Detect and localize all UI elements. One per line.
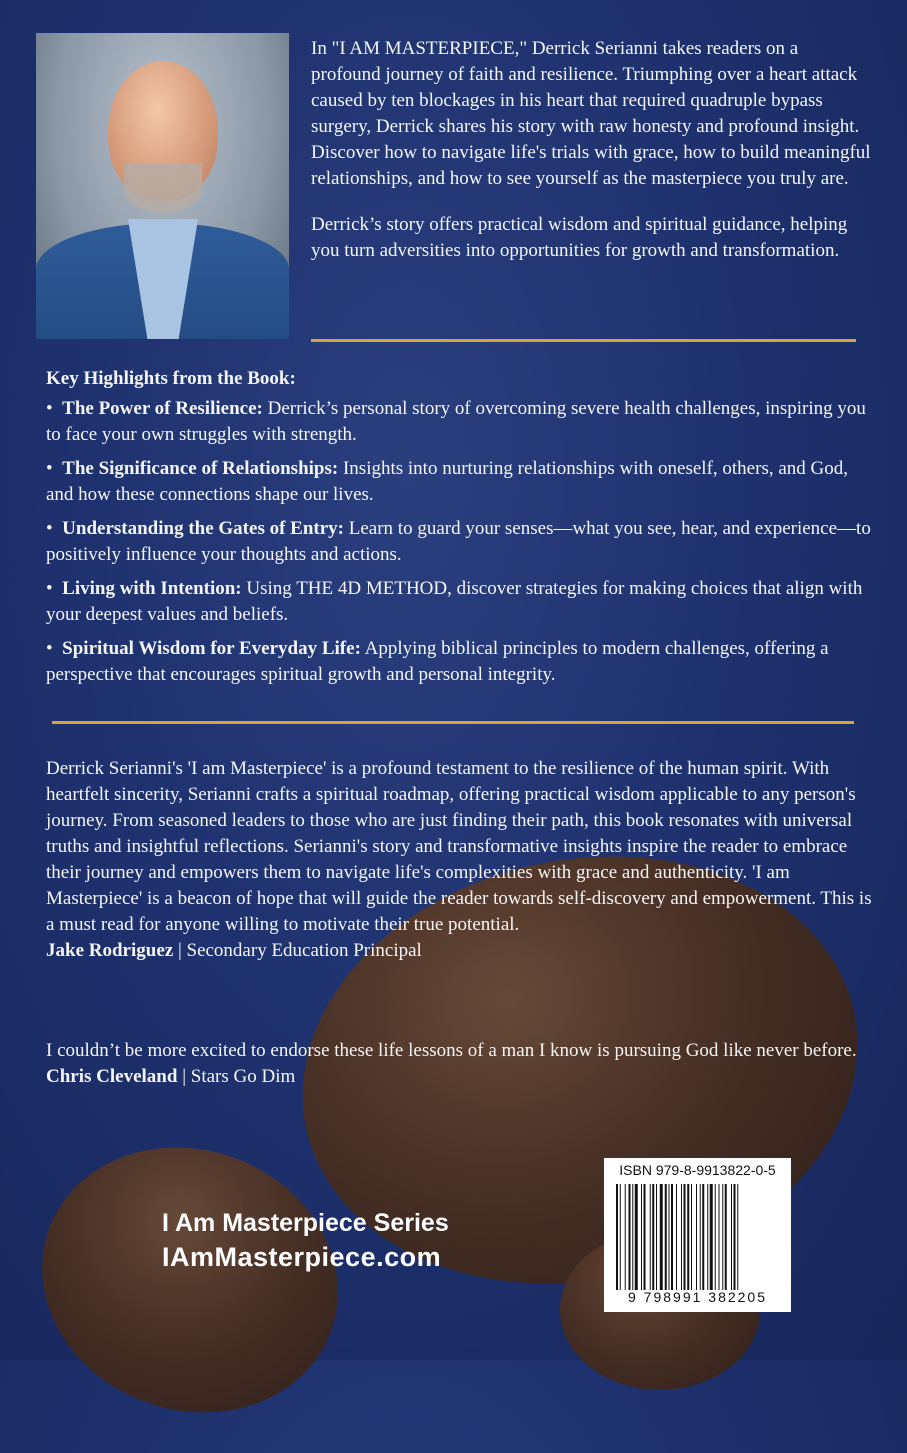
barcode-bar (731, 1184, 732, 1290)
highlight-item: • Spiritual Wisdom for Everyday Life: Applying biblical principles to modern challenges, offering a perspective that encourages spiritual growth and personal integrity. (46, 638, 829, 685)
highlight-text: Derrick’s personal story of overcoming severe health challenges, inspiring you to face your own struggles with strength. (46, 398, 866, 445)
isbn-digits: 9 798991 382205 (628, 1289, 767, 1305)
highlight-text: Using THE 4D METHOD, discover strategies for making choices that align with your deepest values and beliefs. (46, 578, 863, 625)
highlights-section (46, 366, 876, 696)
barcode-bar (632, 1184, 633, 1290)
review-attribution (46, 938, 876, 964)
barcode-bar (702, 1184, 704, 1290)
highlight-item: • The Significance of Relationships: Insights into nurturing relationships with oneself, others, and God, and how these connections shape our lives. (46, 458, 848, 505)
divider-middle (52, 721, 854, 724)
reviewer-name: Jake Rodriguez (46, 940, 174, 961)
review-jake-rodriguez (46, 756, 876, 964)
reviewer-name: Chris Cleveland (46, 1066, 178, 1087)
barcode-bar (669, 1184, 670, 1290)
barcode-bar (707, 1184, 708, 1290)
barcode-bar (715, 1184, 716, 1290)
barcode-bar (737, 1184, 738, 1290)
barcode-bar (635, 1184, 638, 1290)
highlight-title: Understanding the Gates of Entry: (62, 518, 344, 539)
review-text: Derrick Serianni's 'I am Masterpiece' is a profound testament to the resilience of the human spirit. With heartfelt sincerity, Serianni crafts a spiritual roadmap, offering practical wisdom applicable to any person's journey. From seasoned leaders to those who are just finding their path, this book resonates with universal truths and insightful reflections. Serianni's story and transformative insights inspire the reader to embrace their journey and empowers them to navigate life's complexities with grace and authenticity. 'I am Masterpiece' is a beacon of hope that will guide the reader towards self-discovery and empowerment. This is a must read for anyone willing to motivate their true potential. (46, 758, 872, 935)
series-url: IAmMasterpiece.com (162, 1242, 442, 1272)
barcode-bar (620, 1184, 621, 1290)
highlight-text: Learn to guard your senses—what you see, hear, and experience—to positively influence your thoughts and actions. (46, 518, 871, 565)
barcode-bar (652, 1184, 654, 1290)
review-attribution (46, 1064, 876, 1090)
barcode-bar (644, 1184, 646, 1290)
highlights-list (46, 396, 876, 688)
highlight-title: Spiritual Wisdom for Everyday Life: (62, 638, 361, 659)
barcode-bars (616, 1184, 779, 1290)
barcode-bar (700, 1184, 701, 1290)
highlight-text: Insights into nurturing relationships with oneself, others, and God, and how these connections shape our lives. (46, 458, 848, 505)
barcode-bar (691, 1184, 692, 1290)
barcode-bar (710, 1184, 713, 1290)
barcode-bar (629, 1184, 631, 1290)
author-photo (36, 33, 289, 339)
intro-section (311, 36, 871, 284)
series-info (162, 1206, 449, 1274)
barcode-bar (660, 1184, 663, 1290)
intro-paragraph-1: In "I AM MASTERPIECE," Derrick Serianni takes readers on a profound journey of faith and resilience. Triumphing over a heart attack caused by ten blockages in his heart that required quadruple bypass surgery, Derrick shares his story with raw honesty and profound insight. Discover how to navigate life's trials with grace, how to build meaningful relationships, and how to see yourself as the masterpiece you truly are. (311, 38, 871, 189)
barcode-bar (665, 1184, 667, 1290)
barcode-bar (722, 1184, 723, 1290)
barcode-bar (687, 1184, 689, 1290)
barcode-bar (681, 1184, 682, 1290)
barcode-bar (696, 1184, 697, 1290)
barcode-bar (734, 1184, 736, 1290)
barcode-bar (656, 1184, 657, 1290)
highlight-item: • Understanding the Gates of Entry: Learn to guard your senses—what you see, hear, and experience—to positively influence your thoughts and actions. (46, 518, 871, 565)
highlight-title: The Significance of Relationships: (62, 458, 339, 479)
intro-paragraph-2: Derrick’s story offers practical wisdom and spiritual guidance, helping you turn adversities into opportunities for growth and transformation. (311, 214, 848, 261)
isbn-barcode (604, 1158, 791, 1312)
barcode-bar (671, 1184, 673, 1290)
barcode-bar (684, 1184, 686, 1290)
barcode-bar (650, 1184, 651, 1290)
series-name: I Am Masterpiece Series (162, 1209, 449, 1237)
barcode-bar (641, 1184, 642, 1290)
review-text: I couldn’t be more excited to endorse these life lessons of a man I know is pursuing God like never before. (46, 1040, 857, 1061)
barcode-bar (676, 1184, 677, 1290)
highlight-title: The Power of Resilience: (62, 398, 263, 419)
attribution-separator: | (177, 940, 182, 961)
photo-beard (124, 163, 202, 213)
highlight-item: • The Power of Resilience: Derrick’s personal story of overcoming severe health challenges, inspiring you to face your own struggles with strength. (46, 398, 866, 445)
highlight-text: Applying biblical principles to modern challenges, offering a perspective that encourages spiritual growth and personal integrity. (46, 638, 829, 685)
attribution-separator: | (182, 1066, 186, 1087)
reviewer-role: Secondary Education Principal (186, 940, 422, 961)
isbn-label: ISBN 979-8-9913822-0-5 (619, 1162, 776, 1178)
highlights-heading: Key Highlights from the Book: (46, 368, 296, 389)
review-chris-cleveland (46, 1038, 876, 1090)
highlight-item: • Living with Intention: Using THE 4D METHOD, discover strategies for making choices that align with your deepest values and beliefs. (46, 578, 863, 625)
barcode-bar (625, 1184, 626, 1290)
reviewer-role: Stars Go Dim (190, 1066, 296, 1087)
barcode-bar (719, 1184, 720, 1290)
barcode-bar (616, 1184, 618, 1290)
divider-top (311, 339, 856, 342)
highlight-title: Living with Intention: (62, 578, 242, 599)
barcode-bar (725, 1184, 727, 1290)
